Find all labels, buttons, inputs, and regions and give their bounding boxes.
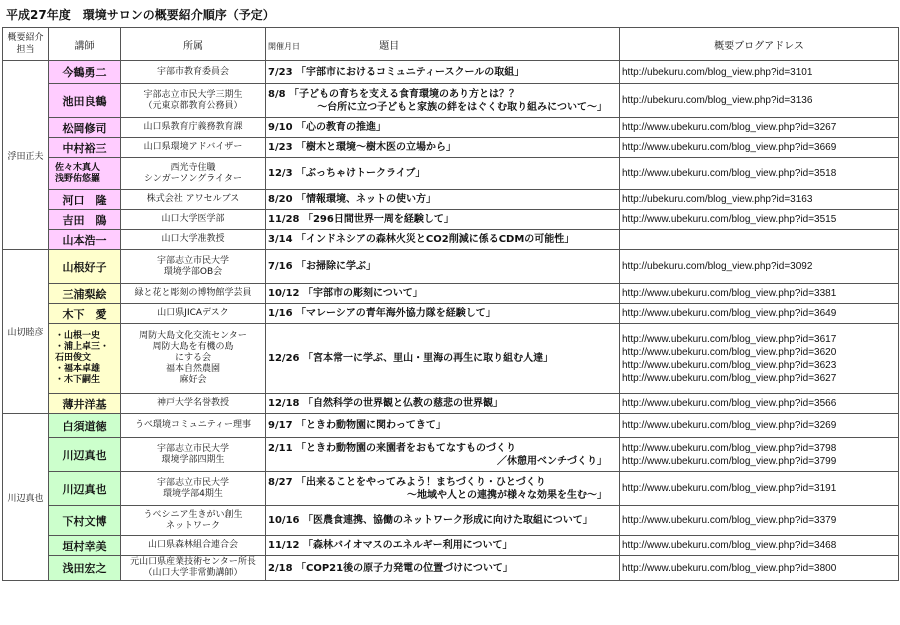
topic-cell [266, 138, 620, 158]
header-date: 開催月日 [268, 41, 300, 51]
blog-url-link[interactable]: http://www.ubekuru.com/blog_view.php?id=3468 [622, 540, 837, 551]
blog-url-link[interactable]: http://ubekuru.com/blog_view.php?id=3136 [622, 95, 813, 106]
affiliation-cell [121, 210, 266, 230]
affiliation-cell [121, 506, 266, 536]
lecturer-cell [49, 118, 121, 138]
line: （元東京都教育公務員） [143, 100, 243, 111]
blog-url-cell [620, 210, 899, 230]
blog-url-cell [620, 414, 899, 438]
line: 周防大島文化交流センター [139, 331, 247, 341]
affiliation-cell [121, 324, 266, 394]
line: 8/8 「子どもの育ちを支える食育環境のあり方とは？？ [268, 88, 520, 100]
line: 石田俊文 [55, 353, 92, 363]
table-row [3, 506, 899, 536]
lecturer-cell [49, 84, 121, 118]
line: 株式会社 アワセルブス [146, 194, 240, 204]
lecturer-cell [49, 536, 121, 556]
line: 宇部市教育委員会 [156, 66, 229, 77]
table-body [3, 61, 899, 581]
header-lecturer: 講師 [49, 28, 121, 61]
line: 8/20 「情報環境、ネットの使い方」 [268, 194, 437, 205]
blog-url-cell [620, 556, 899, 581]
topic-cell [266, 284, 620, 304]
affiliation-cell [121, 438, 266, 472]
line: 神戸大学名誉教授 [156, 398, 229, 408]
line: 山口大学准教授 [161, 234, 225, 244]
line: 宇部志立市民大学 [156, 477, 229, 488]
table-row [3, 324, 899, 394]
blog-url-link[interactable]: http://www.ubekuru.com/blog_view.php?id=3627 [622, 372, 837, 384]
header-owner: 概要紹介担当 [3, 28, 49, 61]
blog-url-cell [620, 324, 899, 394]
blog-url-cell [620, 506, 899, 536]
topic-cell [266, 394, 620, 414]
lecturer-cell [49, 190, 121, 210]
header-date-topic [266, 28, 620, 61]
line: 吉田 隝 [62, 213, 107, 227]
header-topic: 題目 [379, 40, 400, 52]
table-row [3, 394, 899, 414]
lecturer-cell [49, 506, 121, 536]
topic-cell [266, 158, 620, 190]
line: ～台所に立つ子どもと家族の絆をはぐくむ取り組みについて～」 [317, 101, 607, 113]
line: 11/12 「森林バイオマスのエネルギー利用について」 [268, 540, 513, 551]
line: 元山口県産業技術センター所長 [130, 557, 256, 567]
blog-url-link[interactable]: http://www.ubekuru.com/blog_view.php?id=3649 [622, 308, 837, 319]
blog-url-link[interactable]: http://www.ubekuru.com/blog_view.php?id=3623 [622, 359, 837, 371]
line: ／休憩用ベンチづくり」 [497, 455, 607, 467]
line: ・福本卓雄 [55, 364, 101, 374]
table-row [3, 284, 899, 304]
table-row [3, 190, 899, 210]
blog-url-link[interactable]: http://www.ubekuru.com/blog_view.php?id=3566 [622, 398, 837, 409]
topic-cell [266, 210, 620, 230]
blog-url-cell [620, 284, 899, 304]
salon-schedule-table [2, 27, 899, 581]
blog-url-link[interactable]: http://www.ubekuru.com/blog_view.php?id=3379 [622, 515, 837, 526]
line: 周防大島を有機の島 [152, 342, 234, 352]
owner-cell: 浮田正夫 [3, 61, 49, 250]
line: 山口県JICAデスク [157, 308, 229, 318]
affiliation-cell [121, 230, 266, 250]
lecturer-cell [49, 324, 121, 394]
topic-cell [266, 536, 620, 556]
affiliation-cell [121, 556, 266, 581]
blog-url-link[interactable]: http://www.ubekuru.com/blog_view.php?id=3800 [622, 562, 837, 574]
lecturer-cell [49, 414, 121, 438]
table-row [3, 210, 899, 230]
line: 麻好会 [179, 375, 207, 385]
line: 12/3 「ぶっちゃけトークライブ」 [268, 168, 426, 179]
line: シンガーソングライター [144, 173, 242, 184]
blog-url-cell [620, 118, 899, 138]
blog-url-cell [620, 536, 899, 556]
topic-cell [266, 506, 620, 536]
line: 8/27 「出来ることをやってみよう！まちづくり・ひとづくり [268, 476, 546, 488]
line: 11/28 「296日間世界一周を経験して」 [268, 214, 454, 225]
line: 今鶴勇二 [62, 66, 107, 79]
line: ・木下嗣生 [55, 375, 101, 385]
table-row [3, 536, 899, 556]
blog-url-link[interactable]: http://www.ubekuru.com/blog_view.php?id=3269 [622, 420, 837, 431]
blog-url-cell [620, 230, 899, 250]
line: 河口 隆 [62, 193, 107, 207]
line: 川辺真也 [62, 482, 107, 496]
line: 山根好子 [62, 260, 107, 274]
lecturer-cell [49, 304, 121, 324]
header-affiliation: 所属 [121, 28, 266, 61]
affiliation-cell [121, 394, 266, 414]
table-row [3, 556, 899, 581]
blog-url-link[interactable]: http://www.ubekuru.com/blog_view.php?id=3267 [622, 122, 837, 133]
line: 池田良鶴 [62, 94, 107, 108]
lecturer-cell [49, 472, 121, 506]
table-row [3, 414, 899, 438]
lecturer-cell [49, 230, 121, 250]
affiliation-cell [121, 158, 266, 190]
table-row [3, 230, 899, 250]
affiliation-cell [121, 61, 266, 84]
line: 12/26 「宮本常一に学ぶ、里山・里海の再生に取り組む人達」 [268, 353, 554, 364]
affiliation-cell [121, 304, 266, 324]
line: （山口大学非常勤講師） [143, 568, 243, 578]
table-row [3, 84, 899, 118]
line: 下村文博 [62, 514, 107, 528]
affiliation-cell [121, 250, 266, 284]
table-row [3, 472, 899, 506]
line: 12/18 「自然科学の世界観と仏教の慈悲の世界観」 [268, 398, 503, 409]
line: 三浦梨絵 [62, 287, 107, 301]
line: 緑と花と彫刻の博物館学芸員 [134, 288, 252, 298]
owner-cell: 山切睦彦 [3, 250, 49, 414]
lecturer-cell [49, 210, 121, 230]
blog-url-cell [620, 472, 899, 506]
blog-url-link[interactable]: http://www.ubekuru.com/blog_view.php?id=3669 [622, 142, 837, 153]
topic-cell [266, 324, 620, 394]
line: ・山根一史 [55, 331, 101, 341]
affiliation-cell [121, 414, 266, 438]
line: 宇部志立市民大学 [156, 443, 229, 454]
blog-url-link[interactable]: http://www.ubekuru.com/blog_view.php?id=3798 [622, 442, 837, 454]
blog-url-link[interactable]: http://ubekuru.com/blog_view.php?id=3092 [622, 261, 813, 272]
blog-url-cell [620, 190, 899, 210]
lecturer-cell [49, 158, 121, 190]
header-blog: 概要ブログアドレス [620, 28, 899, 61]
lecturer-cell [49, 556, 121, 581]
blog-url-cell [620, 250, 899, 284]
lecturer-cell [49, 61, 121, 84]
line: 宇部志立市民大学三期生 [143, 89, 243, 100]
table-row [3, 118, 899, 138]
line: 佐々木真人 [55, 162, 101, 173]
line: 西光寺住職 [170, 162, 216, 173]
table-row [3, 304, 899, 324]
blog-url-link[interactable]: http://ubekuru.com/blog_view.php?id=3101 [622, 66, 813, 78]
line: 山口大学医学部 [161, 214, 225, 224]
line: 1/23 「樹木と環境～樹木医の立場から」 [268, 142, 457, 153]
line: 環境学部OB会 [163, 266, 223, 277]
blog-url-cell [620, 438, 899, 472]
line: 浅田宏之 [62, 562, 107, 575]
topic-cell [266, 304, 620, 324]
blog-url-link[interactable]: http://www.ubekuru.com/blog_view.php?id=3620 [622, 346, 837, 358]
line: 環境学部4期生 [163, 488, 223, 499]
line: 浅野佑悠羅 [55, 173, 101, 184]
line: 9/17 「ときわ動物園に関わってきて」 [268, 420, 446, 431]
blog-url-cell [620, 84, 899, 118]
line: 山口県教育庁義務教育課 [143, 122, 243, 132]
blog-url-link[interactable]: http://www.ubekuru.com/blog_view.php?id=3617 [622, 333, 837, 345]
blog-url-link[interactable]: http://www.ubekuru.com/blog_view.php?id=3191 [622, 483, 837, 494]
blog-url-cell [620, 394, 899, 414]
owner-cell: 川辺真也 [3, 414, 49, 581]
lecturer-cell [49, 394, 121, 414]
blog-url-cell [620, 61, 899, 84]
affiliation-cell [121, 284, 266, 304]
line: 垣村幸美 [62, 539, 107, 553]
affiliation-cell [121, 118, 266, 138]
table-row [3, 61, 899, 84]
lecturer-cell [49, 284, 121, 304]
blog-url-link[interactable]: http://www.ubekuru.com/blog_view.php?id=3515 [622, 214, 837, 225]
topic-cell [266, 438, 620, 472]
line: 山口県環境アドバイザー [143, 142, 243, 152]
blog-url-cell [620, 304, 899, 324]
line: 川辺真也 [62, 448, 107, 462]
topic-cell [266, 556, 620, 581]
line: ・浦上卓三・ [55, 342, 110, 352]
lecturer-cell [49, 438, 121, 472]
blog-url-cell [620, 138, 899, 158]
line: 7/16 「お掃除に学ぶ」 [268, 261, 377, 272]
blog-url-link[interactable]: http://www.ubekuru.com/blog_view.php?id=3518 [622, 168, 837, 179]
topic-cell [266, 84, 620, 118]
header-row [3, 28, 899, 61]
line: 山本浩一 [62, 233, 107, 247]
line: 3/14 「インドネシアの森林火災とCO2削減に係るCDMの可能性」 [268, 234, 575, 245]
topic-cell [266, 250, 620, 284]
line: 2/18 「COP21後の原子力発電の位置づけについて」 [268, 562, 513, 574]
topic-cell [266, 118, 620, 138]
affiliation-cell [121, 84, 266, 118]
lecturer-cell [49, 250, 121, 284]
line: ～地域や人との連携が様々な効果を生む～」 [407, 489, 607, 501]
blog-url-cell [620, 158, 899, 190]
line: うべシニア生きがい創生 [143, 509, 243, 520]
line: 福本自然農園 [165, 364, 220, 374]
topic-cell [266, 414, 620, 438]
blog-url-link[interactable]: http://ubekuru.com/blog_view.php?id=3163 [622, 194, 813, 205]
line: うべ環境コミュニティー理事 [134, 420, 252, 430]
table-row [3, 250, 899, 284]
line: ネットワーク [165, 520, 220, 531]
affiliation-cell [121, 472, 266, 506]
line: にする会 [174, 353, 211, 363]
affiliation-cell [121, 536, 266, 556]
line: 1/16 「マレーシアの青年海外協力隊を経験して」 [268, 308, 496, 319]
line: 10/12 「宇部市の彫刻について」 [268, 288, 423, 299]
line: 環境学部四期生 [161, 454, 225, 465]
line: 木下 愛 [62, 307, 107, 321]
line: 中村裕三 [62, 141, 107, 155]
topic-cell [266, 472, 620, 506]
affiliation-cell [121, 190, 266, 210]
topic-cell [266, 61, 620, 84]
affiliation-cell [121, 138, 266, 158]
table-row [3, 438, 899, 472]
blog-url-link[interactable]: http://www.ubekuru.com/blog_view.php?id=3381 [622, 288, 837, 299]
line: 松岡修司 [62, 121, 107, 135]
line: 9/10 「心の教育の推進」 [268, 122, 387, 133]
line: 10/16 「医農食連携、協働のネットワーク形成に向けた取組について」 [268, 515, 593, 526]
page-title: 平成27年度 環境サロンの概要紹介順序（予定） [6, 8, 275, 22]
line: 山口県森林組合連合会 [147, 540, 238, 550]
table-row [3, 138, 899, 158]
line: 2/11 「ときわ動物園の来園者をおもてなすものづくり [268, 442, 517, 454]
line: 7/23 「宇部市におけるコミュニティースクールの取組」 [268, 66, 525, 78]
topic-cell [266, 230, 620, 250]
topic-cell [266, 190, 620, 210]
line: 薄井洋基 [62, 397, 107, 411]
blog-url-link[interactable]: http://www.ubekuru.com/blog_view.php?id=3799 [622, 455, 837, 467]
line: 宇部志立市民大学 [156, 255, 229, 266]
table-row [3, 158, 899, 190]
line: 白須道徳 [62, 419, 107, 433]
lecturer-cell [49, 138, 121, 158]
